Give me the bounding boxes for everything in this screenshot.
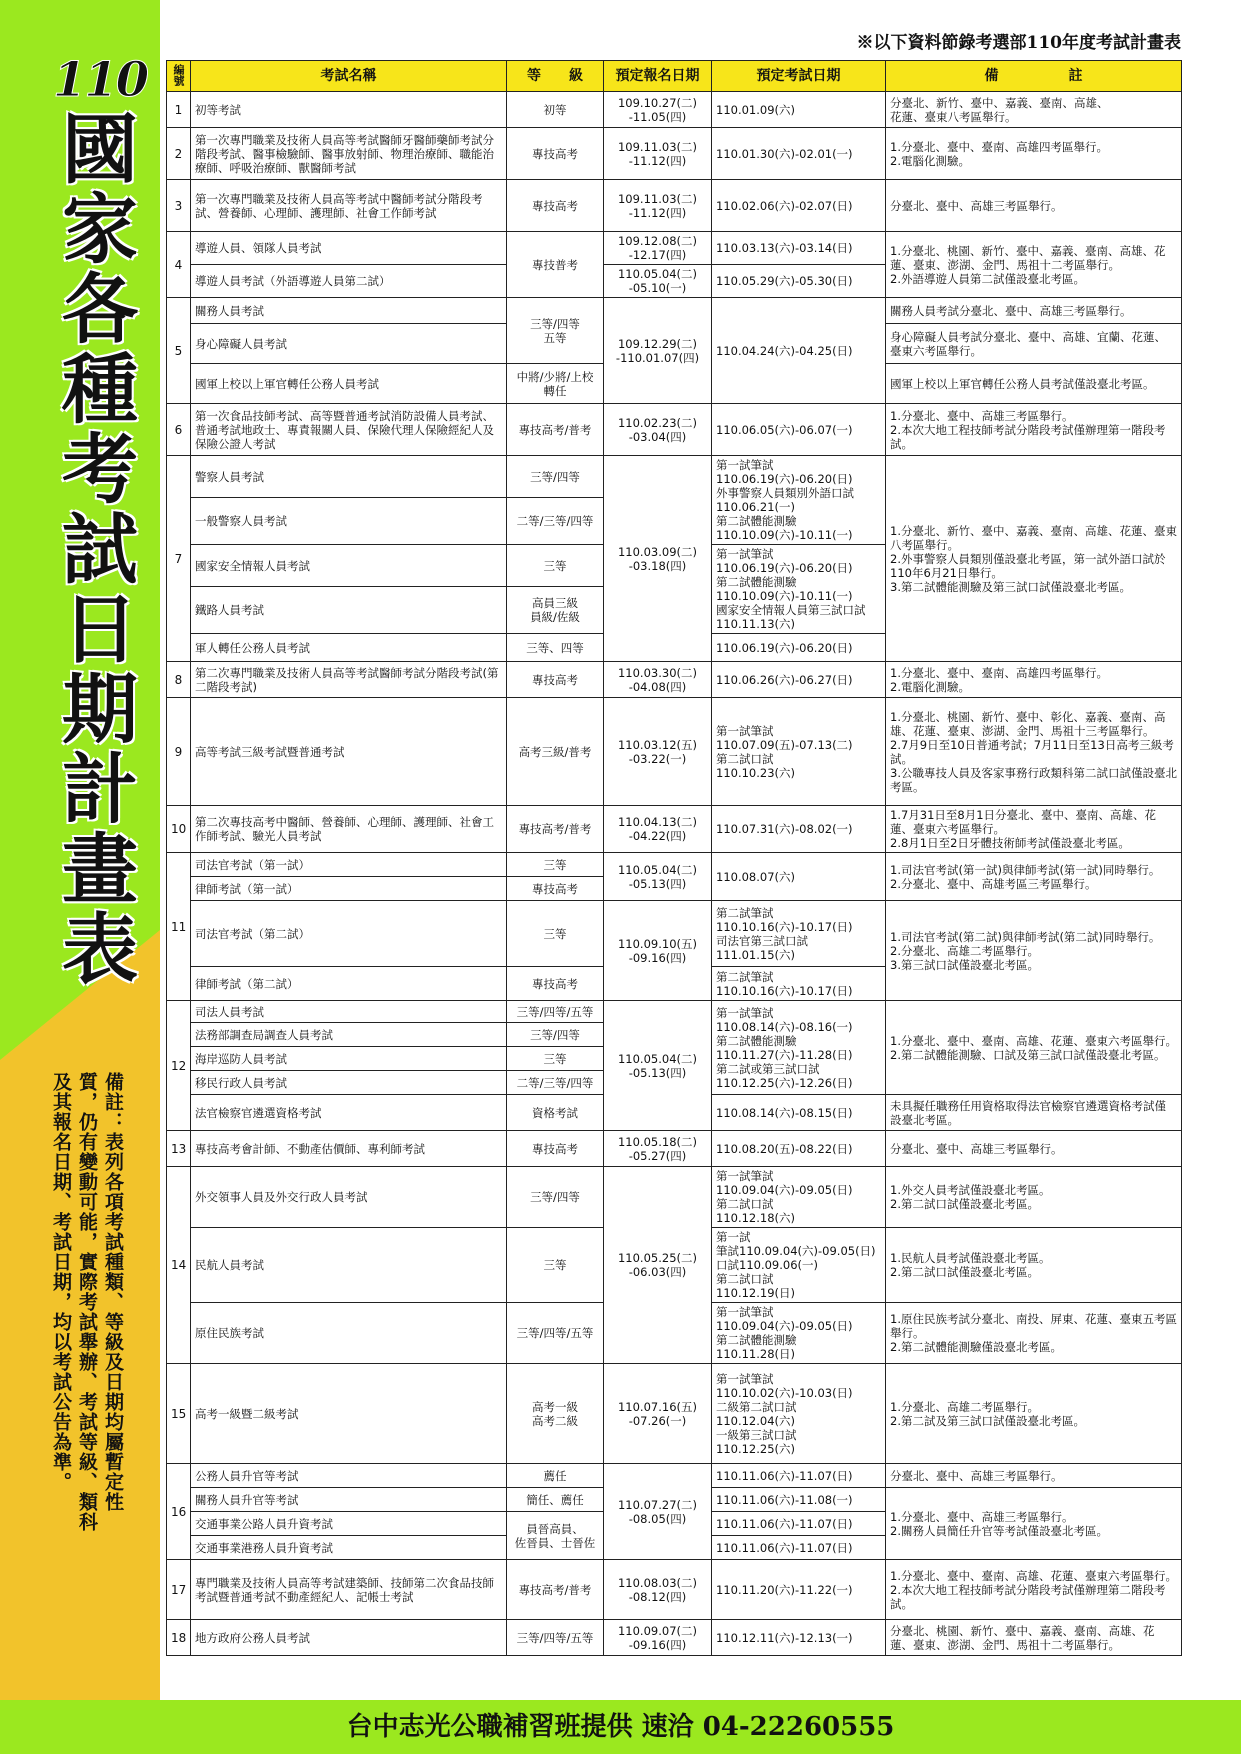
cell-reg: 110.05.04(二) -05.10(一) bbox=[604, 265, 712, 298]
cell-exam: 110.06.19(六)-06.20(日) bbox=[712, 634, 886, 662]
cell-exam: 110.01.30(六)-02.01(一) bbox=[712, 128, 886, 180]
cell-no: 7 bbox=[167, 456, 191, 662]
cell-reg: 109.12.08(二) -12.17(四) bbox=[604, 232, 712, 265]
header-no: 編號 bbox=[167, 61, 191, 92]
cell-name: 律師考試（第一試） bbox=[191, 877, 507, 901]
cell-note: 1.分臺北、臺中、臺南、高雄四考區舉行。 2.電腦化測驗。 bbox=[886, 128, 1182, 180]
cell-note: 國軍上校以上軍官轉任公務人員考試僅設臺北考區。 bbox=[886, 364, 1182, 404]
cell-reg: 110.03.12(五) -03.22(一) bbox=[604, 698, 712, 806]
cell-reg: 110.05.04(二) -05.13(四) bbox=[604, 1001, 712, 1131]
table-row bbox=[167, 456, 1182, 498]
cell-level: 三等/四等 五等 bbox=[507, 298, 604, 364]
cell-note: 1.外交人員考試僅設臺北考區。 2.第二試口試僅設臺北考區。 bbox=[886, 1167, 1182, 1228]
cell-no: 8 bbox=[167, 662, 191, 698]
table-row bbox=[167, 128, 1182, 180]
cell-exam: 第二試筆試 110.10.16(六)-10.17(日) 司法官第三試口試 111.01.15(六) bbox=[712, 901, 886, 967]
cell-reg: 110.04.13(二) -04.22(四) bbox=[604, 806, 712, 853]
cell-reg: 110.07.27(二) -08.05(四) bbox=[604, 1464, 712, 1560]
cell-reg: 110.09.10(五) -09.16(四) bbox=[604, 901, 712, 1001]
cell-name: 第一次食品技師考試、高等暨普通考試消防設備人員考試、普通考試地政士、專責報關人員、保險代理人保險經紀人及保險公證人考試 bbox=[191, 404, 507, 456]
cell-exam: 第一試筆試 110.07.09(五)-07.13(二) 第二試口試 110.10.23(六) bbox=[712, 698, 886, 806]
cell-level: 專技高考 bbox=[507, 180, 604, 232]
cell-exam: 110.08.20(五)-08.22(日) bbox=[712, 1131, 886, 1167]
cell-exam: 第一試筆試 110.10.02(六)-10.03(日) 二級第二試口試 110.12.04(六) 一級第三試口試 110.12.25(六) bbox=[712, 1364, 886, 1464]
cell-note: 1.民航人員考試僅設臺北考區。 2.第二試口試僅設臺北考區。 bbox=[886, 1228, 1182, 1303]
cell-name: 律師考試（第二試） bbox=[191, 967, 507, 1001]
cell-level: 專技普考 bbox=[507, 232, 604, 298]
cell-reg: 109.11.03(二) -11.12(四) bbox=[604, 180, 712, 232]
table-row bbox=[167, 853, 1182, 877]
table-row bbox=[167, 180, 1182, 232]
cell-name: 公務人員升官等考試 bbox=[191, 1464, 507, 1488]
cell-note: 1.分臺北、臺中、臺南、高雄四考區舉行。 2.電腦化測驗。 bbox=[886, 662, 1182, 698]
cell-note: 分臺北、臺中、高雄三考區舉行。 bbox=[886, 1131, 1182, 1167]
cell-no: 15 bbox=[167, 1364, 191, 1464]
cell-level: 初等 bbox=[507, 92, 604, 128]
cell-name: 警察人員考試 bbox=[191, 456, 507, 498]
cell-note: 1.司法官考試(第一試)與律師考試(第一試)同時舉行。 2.分臺北、臺中、高雄考區三考區舉行。 bbox=[886, 853, 1182, 901]
cell-note: 分臺北、臺中、高雄三考區舉行。 bbox=[886, 180, 1182, 232]
cell-level: 三等 bbox=[507, 901, 604, 967]
cell-exam: 110.07.31(六)-08.02(一) bbox=[712, 806, 886, 853]
cell-exam: 110.11.06(六)-11.07(日) bbox=[712, 1464, 886, 1488]
cell-name: 專技高考會計師、不動產估價師、專利師考試 bbox=[191, 1131, 507, 1167]
cell-note: 未具擬任職務任用資格取得法官檢察官遴選資格考試僅設臺北考區。 bbox=[886, 1095, 1182, 1131]
cell-exam: 110.08.14(六)-08.15(日) bbox=[712, 1095, 886, 1131]
title-year: 110 bbox=[52, 52, 148, 108]
cell-no: 18 bbox=[167, 1620, 191, 1656]
cell-note: 1.分臺北、高雄二考區舉行。 2.第二試及第三試口試僅設臺北考區。 bbox=[886, 1364, 1182, 1464]
cell-note: 身心障礙人員考試分臺北、臺中、高雄、宜蘭、花蓮、臺東六考區舉行。 bbox=[886, 324, 1182, 364]
cell-reg: 110.08.03(二) -08.12(四) bbox=[604, 1560, 712, 1620]
cell-level: 專技高考 bbox=[507, 128, 604, 180]
cell-name: 外交領事人員及外交行政人員考試 bbox=[191, 1167, 507, 1228]
cell-no: 6 bbox=[167, 404, 191, 456]
cell-name: 國家安全情報人員考試 bbox=[191, 545, 507, 587]
cell-level: 三等、四等 bbox=[507, 634, 604, 662]
cell-exam: 110.06.05(六)-06.07(一) bbox=[712, 404, 886, 456]
header-level: 等 級 bbox=[507, 61, 604, 92]
table-row bbox=[167, 662, 1182, 698]
remark-note: 備註：表列各項考試種類、等級及日期均屬暫定性質，仍有變動可能，實際考試舉辦、考試等級、類科及其報名日期、考試日期，均以考試公告為準。 bbox=[50, 1072, 124, 1532]
cell-level: 高考一級 高考二級 bbox=[507, 1364, 604, 1464]
cell-note: 1.7月31日至8月1日分臺北、臺中、臺南、高雄、花蓮、臺東六考區舉行。 2.8月1日至2日牙體技術師考試僅設臺北考區。 bbox=[886, 806, 1182, 853]
cell-name: 民航人員考試 bbox=[191, 1228, 507, 1303]
cell-level: 二等/三等/四等 bbox=[507, 1071, 604, 1095]
title-text: 國家各種考試日期計畫表 bbox=[62, 105, 138, 994]
cell-exam: 110.04.24(六)-04.25(日) bbox=[712, 298, 886, 404]
table-row bbox=[167, 1620, 1182, 1656]
cell-name: 交通事業公路人員升資考試 bbox=[191, 1512, 507, 1536]
page-title bbox=[50, 50, 150, 994]
cell-level: 三等/四等 bbox=[507, 1023, 604, 1047]
cell-exam: 110.11.06(六)-11.07(日) bbox=[712, 1536, 886, 1560]
cell-exam: 第二試筆試 110.10.16(六)-10.17(日) bbox=[712, 967, 886, 1001]
cell-exam: 110.08.07(六) bbox=[712, 853, 886, 901]
cell-name: 交通事業港務人員升資考試 bbox=[191, 1536, 507, 1560]
cell-level: 三等 bbox=[507, 1047, 604, 1071]
cell-no: 16 bbox=[167, 1464, 191, 1560]
cell-level: 薦任 bbox=[507, 1464, 604, 1488]
cell-note: 分臺北、桃園、新竹、臺中、嘉義、臺南、高雄、花蓮、臺東、澎湖、金門、馬祖十二考區舉行。 bbox=[886, 1620, 1182, 1656]
cell-name: 第二次專門職業及技術人員高等考試醫師考試分階段考試(第二階段考試) bbox=[191, 662, 507, 698]
table-header-row bbox=[167, 61, 1182, 92]
cell-no: 4 bbox=[167, 232, 191, 298]
cell-exam: 第一試筆試 110.06.19(六)-06.20(日) 外事警察人員類別外語口試 110.06.21(一) 第二試體能測驗 110.10.09(六)-10.11(一) bbox=[712, 456, 886, 545]
cell-reg: 109.12.29(二) -110.01.07(四) bbox=[604, 298, 712, 404]
cell-level: 高員三級 員級/佐級 bbox=[507, 587, 604, 634]
cell-name: 司法人員考試 bbox=[191, 1001, 507, 1023]
table-row bbox=[167, 298, 1182, 324]
cell-name: 導遊人員、領隊人員考試 bbox=[191, 232, 507, 265]
cell-name: 原住民族考試 bbox=[191, 1303, 507, 1364]
cell-exam: 第一試筆試 110.06.19(六)-06.20(日) 第二試體能測驗 110.10.09(六)-10.11(一) 國家安全情報人員第三試口試 110.11.13(六) bbox=[712, 545, 886, 634]
cell-level: 二等/三等/四等 bbox=[507, 498, 604, 545]
table-row bbox=[167, 901, 1182, 967]
cell-name: 專門職業及技術人員高等考試建築師、技師第二次食品技師考試暨普通考試不動產經紀人、記帳士考試 bbox=[191, 1560, 507, 1620]
cell-reg: 110.05.18(二) -05.27(四) bbox=[604, 1131, 712, 1167]
header-exam: 預定考試日期 bbox=[712, 61, 886, 92]
cell-level: 三等 bbox=[507, 545, 604, 587]
cell-exam: 110.06.26(六)-06.27(日) bbox=[712, 662, 886, 698]
cell-no: 9 bbox=[167, 698, 191, 806]
cell-level: 三等/四等 bbox=[507, 456, 604, 498]
cell-level: 專技高考/普考 bbox=[507, 404, 604, 456]
cell-no: 1 bbox=[167, 92, 191, 128]
cell-name: 第一次專門職業及技術人員高等考試醫師牙醫師藥師考試分階段考試、醫事檢驗師、醫事放射師、物理治療師、職能治療師、呼吸治療師、獸醫師考試 bbox=[191, 128, 507, 180]
exam-schedule-table bbox=[166, 60, 1182, 1656]
table-row bbox=[167, 1464, 1182, 1488]
cell-no: 5 bbox=[167, 298, 191, 404]
cell-name: 法務部調查局調查人員考試 bbox=[191, 1023, 507, 1047]
header-name: 考試名稱 bbox=[191, 61, 507, 92]
cell-level: 中將/少將/上校 轉任 bbox=[507, 364, 604, 404]
table-row bbox=[167, 1364, 1182, 1464]
cell-level: 資格考試 bbox=[507, 1095, 604, 1131]
cell-name: 初等考試 bbox=[191, 92, 507, 128]
cell-level: 專技高考/普考 bbox=[507, 806, 604, 853]
cell-reg: 110.02.23(二) -03.04(四) bbox=[604, 404, 712, 456]
cell-exam: 110.11.20(六)-11.22(一) bbox=[712, 1560, 886, 1620]
table-row bbox=[167, 698, 1182, 806]
cell-level: 簡任、薦任 bbox=[507, 1488, 604, 1512]
cell-level: 專技高考 bbox=[507, 662, 604, 698]
cell-reg: 110.07.16(五) -07.26(一) bbox=[604, 1364, 712, 1464]
cell-level: 三等/四等 bbox=[507, 1167, 604, 1228]
cell-no: 10 bbox=[167, 806, 191, 853]
table-row bbox=[167, 1001, 1182, 1023]
cell-level: 專技高考 bbox=[507, 877, 604, 901]
cell-no: 17 bbox=[167, 1560, 191, 1620]
table-row bbox=[167, 404, 1182, 456]
cell-note: 1.分臺北、桃園、新竹、臺中、嘉義、臺南、高雄、花蓮、臺東、澎湖、金門、馬祖十二考區舉行。 2.外語導遊人員第二試僅設臺北考區。 bbox=[886, 232, 1182, 298]
cell-note: 1.分臺北、桃園、新竹、臺中、彰化、嘉義、臺南、高雄、花蓮、臺東、澎湖、金門、馬祖十三考區舉行。 2.7月9日至10日普通考試；7月11日至13日高考三級考試。 3.公職專技人員及客家事務行政類科第二試口試僅設臺北考區。 bbox=[886, 698, 1182, 806]
cell-exam: 110.12.11(六)-12.13(一) bbox=[712, 1620, 886, 1656]
cell-level: 三等 bbox=[507, 1228, 604, 1303]
table-row bbox=[167, 1131, 1182, 1167]
cell-note: 關務人員考試分臺北、臺中、高雄三考區舉行。 bbox=[886, 298, 1182, 324]
cell-exam: 第一試筆試 110.08.14(六)-08.16(一) 第二試體能測驗 110.11.27(六)-11.28(日) 第二試或第三試口試 110.12.25(六)-12.26(日) bbox=[712, 1001, 886, 1095]
cell-level: 專技高考 bbox=[507, 967, 604, 1001]
cell-name: 一般警察人員考試 bbox=[191, 498, 507, 545]
cell-level: 員晉高員、 佐晉員、士晉佐 bbox=[507, 1512, 604, 1560]
header-reg: 預定報名日期 bbox=[604, 61, 712, 92]
cell-exam: 110.05.29(六)-05.30(日) bbox=[712, 265, 886, 298]
cell-reg: 110.09.07(二) -09.16(四) bbox=[604, 1620, 712, 1656]
cell-level: 三等/四等/五等 bbox=[507, 1303, 604, 1364]
cell-name: 第二次專技高考中醫師、營養師、心理師、護理師、社會工作師考試、驗光人員考試 bbox=[191, 806, 507, 853]
cell-exam: 第一試筆試 110.09.04(六)-09.05(日) 第二試體能測驗 110.11.28(日) bbox=[712, 1303, 886, 1364]
cell-name: 司法官考試（第一試） bbox=[191, 853, 507, 877]
table-row bbox=[167, 1560, 1182, 1620]
cell-name: 國軍上校以上軍官轉任公務人員考試 bbox=[191, 364, 507, 404]
cell-exam: 110.02.06(六)-02.07(日) bbox=[712, 180, 886, 232]
footer-text: 台中志光公職補習班提供 速洽 04-22260555 bbox=[346, 1712, 895, 1742]
table-row bbox=[167, 806, 1182, 853]
cell-name: 法官檢察官遴選資格考試 bbox=[191, 1095, 507, 1131]
cell-name: 高等考試三級考試暨普通考試 bbox=[191, 698, 507, 806]
cell-name: 鐵路人員考試 bbox=[191, 587, 507, 634]
cell-note: 1.原住民族考試分臺北、南投、屏東、花蓮、臺東五考區舉行。 2.第二試體能測驗僅設臺北考區。 bbox=[886, 1303, 1182, 1364]
cell-name: 第一次專門職業及技術人員高等考試中醫師考試分階段考試、營養師、心理師、護理師、社會工作師考試 bbox=[191, 180, 507, 232]
table-row bbox=[167, 92, 1182, 128]
cell-no: 12 bbox=[167, 1001, 191, 1131]
cell-level: 高考三級/普考 bbox=[507, 698, 604, 806]
cell-level: 三等/四等/五等 bbox=[507, 1620, 604, 1656]
cell-note: 分臺北、臺中、高雄三考區舉行。 bbox=[886, 1464, 1182, 1488]
cell-reg: 110.03.30(二) -04.08(四) bbox=[604, 662, 712, 698]
cell-name: 海岸巡防人員考試 bbox=[191, 1047, 507, 1071]
cell-exam: 110.11.06(六)-11.08(一) bbox=[712, 1488, 886, 1512]
cell-note: 1.司法官考試(第二試)與律師考試(第二試)同時舉行。 2.分臺北、高雄二考區舉行。 3.第三試口試僅設臺北考區。 bbox=[886, 901, 1182, 1001]
cell-name: 導遊人員考試（外語導遊人員第二試） bbox=[191, 265, 507, 298]
cell-no: 2 bbox=[167, 128, 191, 180]
cell-no: 14 bbox=[167, 1167, 191, 1364]
source-note: ※以下資料節錄考選部110年度考試計畫表 bbox=[856, 33, 1181, 53]
cell-level: 專技高考/普考 bbox=[507, 1560, 604, 1620]
cell-level: 專技高考 bbox=[507, 1131, 604, 1167]
cell-name: 關務人員升官等考試 bbox=[191, 1488, 507, 1512]
cell-no: 11 bbox=[167, 853, 191, 1001]
cell-note: 1.分臺北、臺中、高雄三考區舉行。 2.本次大地工程技師考試分階段考試僅辦理第一階段考試。 bbox=[886, 404, 1182, 456]
cell-name: 身心障礙人員考試 bbox=[191, 324, 507, 364]
cell-exam: 110.11.06(六)-11.07(日) bbox=[712, 1512, 886, 1536]
table-row bbox=[167, 1167, 1182, 1228]
table-row bbox=[167, 232, 1182, 265]
cell-reg: 110.03.09(二) -03.18(四) bbox=[604, 456, 712, 662]
cell-level: 三等 bbox=[507, 853, 604, 877]
header-note: 備 註 bbox=[886, 61, 1182, 92]
cell-no: 13 bbox=[167, 1131, 191, 1167]
cell-note: 1.分臺北、新竹、臺中、嘉義、臺南、高雄、花蓮、臺東八考區舉行。 2.外事警察人員類別僅設臺北考區，第一試外語口試於110年6月21日舉行。 3.第二試體能測驗及第三試口試僅設臺北考區。 bbox=[886, 456, 1182, 662]
cell-name: 移民行政人員考試 bbox=[191, 1071, 507, 1095]
cell-no: 3 bbox=[167, 180, 191, 232]
cell-reg: 109.10.27(二) -11.05(四) bbox=[604, 92, 712, 128]
cell-name: 軍人轉任公務人員考試 bbox=[191, 634, 507, 662]
cell-note: 1.分臺北、臺中、臺南、高雄、花蓮、臺東六考區舉行。 2.本次大地工程技師考試分階段考試僅辦理第二階段考試。 bbox=[886, 1560, 1182, 1620]
cell-name: 關務人員考試 bbox=[191, 298, 507, 324]
cell-level: 三等/四等/五等 bbox=[507, 1001, 604, 1023]
cell-note: 分臺北、新竹、臺中、嘉義、臺南、高雄、 花蓮、臺東八考區舉行。 bbox=[886, 92, 1182, 128]
cell-reg: 109.11.03(二) -11.12(四) bbox=[604, 128, 712, 180]
cell-name: 高考一級暨二級考試 bbox=[191, 1364, 507, 1464]
cell-exam: 110.01.09(六) bbox=[712, 92, 886, 128]
cell-exam: 第一試筆試 110.09.04(六)-09.05(日) 第二試口試 110.12.18(六) bbox=[712, 1167, 886, 1228]
cell-note: 1.分臺北、臺中、高雄三考區舉行。 2.關務人員簡任升官等考試僅設臺北考區。 bbox=[886, 1488, 1182, 1560]
cell-reg: 110.05.25(二) -06.03(四) bbox=[604, 1167, 712, 1364]
cell-name: 司法官考試（第二試） bbox=[191, 901, 507, 967]
cell-reg: 110.05.04(二) -05.13(四) bbox=[604, 853, 712, 901]
cell-exam: 第一試 筆試110.09.04(六)-09.05(日) 口試110.09.06(一) 第二試口試 110.12.19(日) bbox=[712, 1228, 886, 1303]
cell-exam: 110.03.13(六)-03.14(日) bbox=[712, 232, 886, 265]
cell-note: 1.分臺北、臺中、臺南、高雄、花蓮、臺東六考區舉行。 2.第二試體能測驗、口試及第三試口試僅設臺北考區。 bbox=[886, 1001, 1182, 1095]
cell-name: 地方政府公務人員考試 bbox=[191, 1620, 507, 1656]
